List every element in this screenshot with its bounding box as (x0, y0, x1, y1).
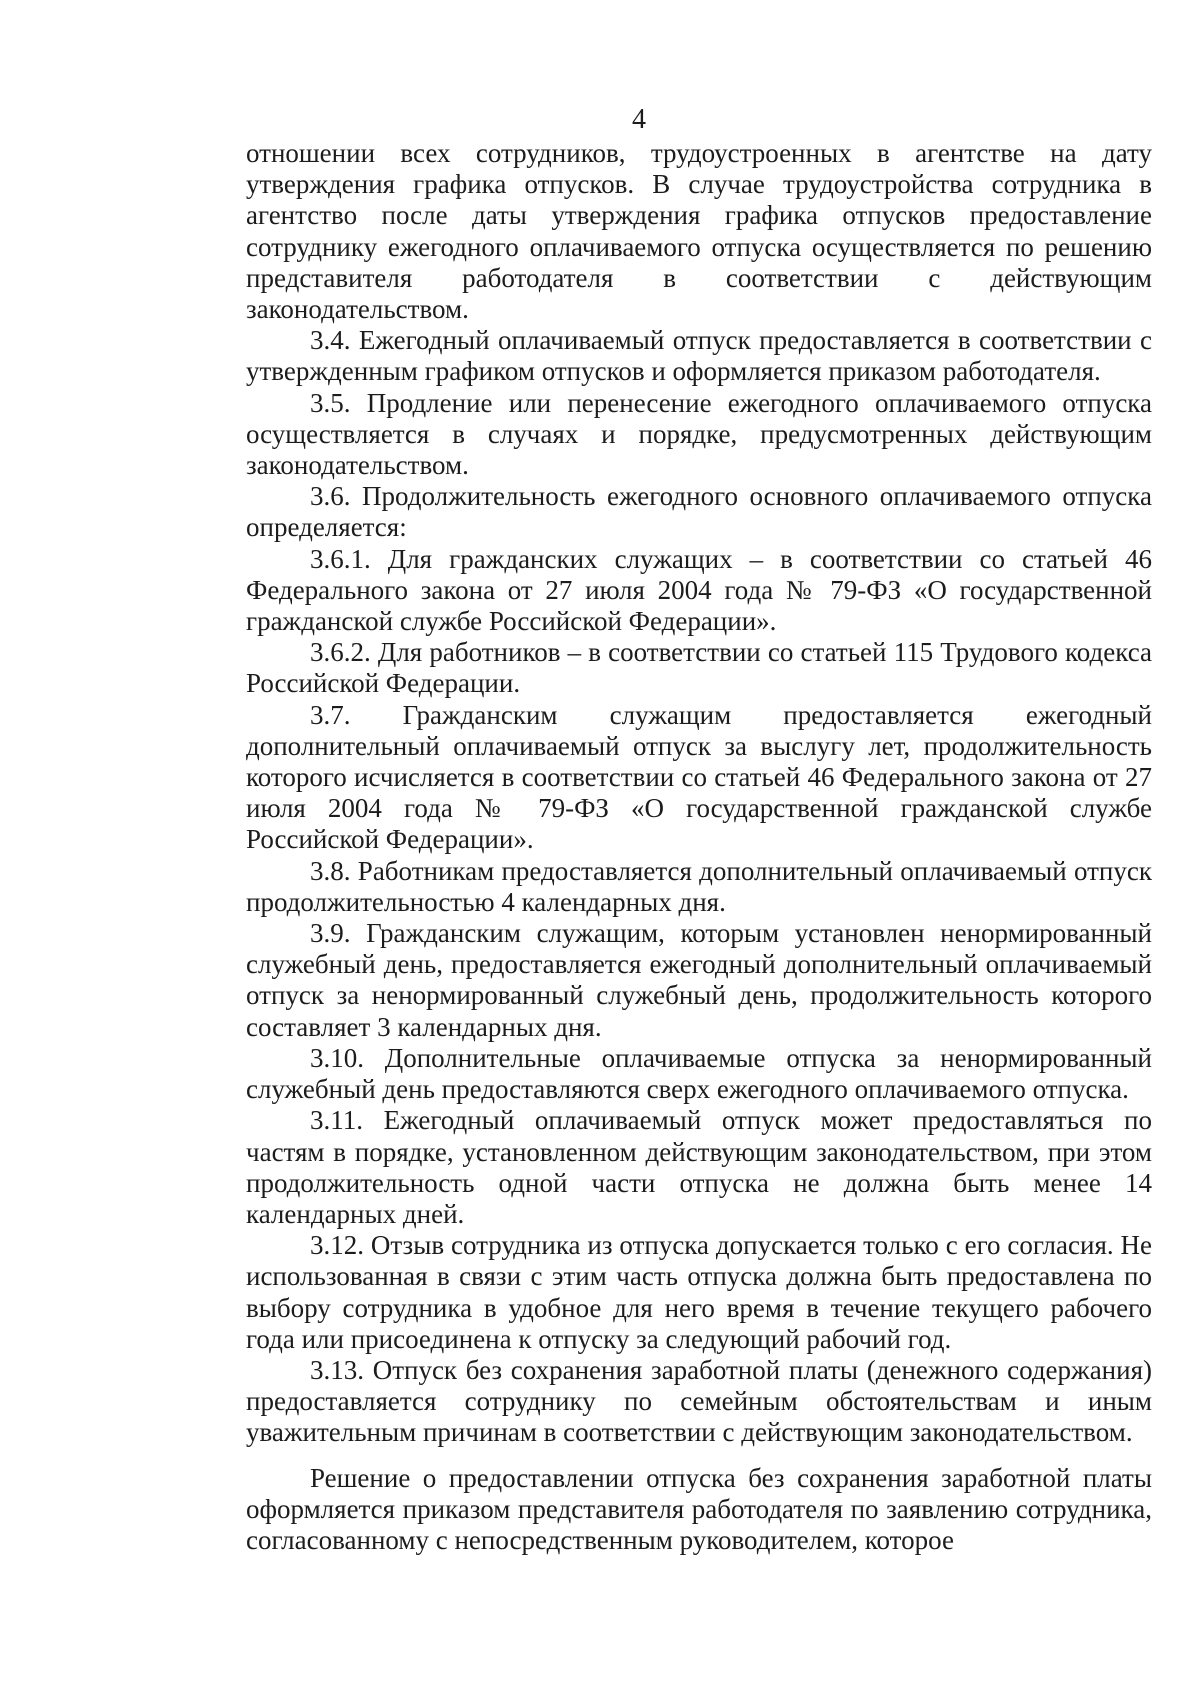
paragraph-decision: Решение о предоставлении отпуска без сохранения заработной платы оформляется приказом представителя работодателя по заявлению сотрудника, согласованному с непосредственным руководителем, которое (246, 1462, 1152, 1555)
paragraph-3-6-1: 3.6.1. Для гражданских служащих – в соответствии со статьей 46 Федерального закона от 27 июля 2004 года № 79-ФЗ «О государственной гражданской службе Российской Федерации». (246, 543, 1152, 637)
paragraph-3-8: 3.8. Работникам предоставляется дополнительный оплачиваемый отпуск продолжительностью 4 календарных дня. (246, 855, 1152, 917)
paragraph-continuation: отношении всех сотрудников, трудоустроенных в агентстве на дату утверждения графика отпусков. В случае трудоустройства сотрудника в агентство после даты утверждения графика отпусков предоставление сотруднику ежегодного оплачиваемого отпуска осуществляется по решению представителя работодателя в соответствии с действующим законодательством. (246, 138, 1152, 325)
paragraph-3-6: 3.6. Продолжительность ежегодного основного оплачиваемого отпуска определяется: (246, 481, 1152, 543)
paragraph-3-11: 3.11. Ежегодный оплачиваемый отпуск может предоставляться по частям в порядке, установленном действующим законодательством, при этом продолжительность одной части отпуска не должна быть менее 14 календарных дней. (246, 1105, 1152, 1229)
paragraph-3-13: 3.13. Отпуск без сохранения заработной платы (денежного содержания) предоставляется сотруднику по семейным обстоятельствам и иным уважительным причинам в соответствии с действующим законодательством. (246, 1354, 1152, 1448)
page-number: 4 (632, 104, 646, 135)
paragraph-3-10: 3.10. Дополнительные оплачиваемые отпуска за ненормированный служебный день предоставляются сверх ежегодного оплачиваемого отпуска. (246, 1042, 1152, 1105)
paragraph-3-5: 3.5. Продление или перенесение ежегодного оплачиваемого отпуска осуществляется в случаях и порядке, предусмотренных действующим законодательством. (246, 387, 1152, 481)
paragraph-3-7: 3.7. Гражданским служащим предоставляется ежегодный дополнительный оплачиваемый отпуск за выслугу лет, продолжительность которого исчисляется в соответствии со статьей 46 Федерального закона от 27 июля 2004 года № 79-ФЗ «О государственной гражданской службе Российской Федерации». (246, 699, 1152, 855)
paragraph-3-6-2: 3.6.2. Для работников – в соответствии со статьей 115 Трудового кодекса Российской Федерации. (246, 637, 1152, 699)
document-body (246, 138, 1152, 1556)
paragraph-3-12: 3.12. Отзыв сотрудника из отпуска допускается только с его согласия. Не использованная в связи с этим часть отпуска должна быть предоставлена по выбору сотрудника в удобное для него время в течение текущего рабочего года или присоединена к отпуску за следующий рабочий год. (246, 1230, 1152, 1354)
paragraph-3-9: 3.9. Гражданским служащим, которым установлен ненормированный служебный день, предоставляется ежегодный дополнительный оплачиваемый отпуск за ненормированный служебный день, продолжительность которого составляет 3 календарных дня. (246, 918, 1152, 1042)
paragraph-3-4: 3.4. Ежегодный оплачиваемый отпуск предоставляется в соответствии с утвержденным графиком отпусков и оформляется приказом работодателя. (246, 325, 1152, 387)
